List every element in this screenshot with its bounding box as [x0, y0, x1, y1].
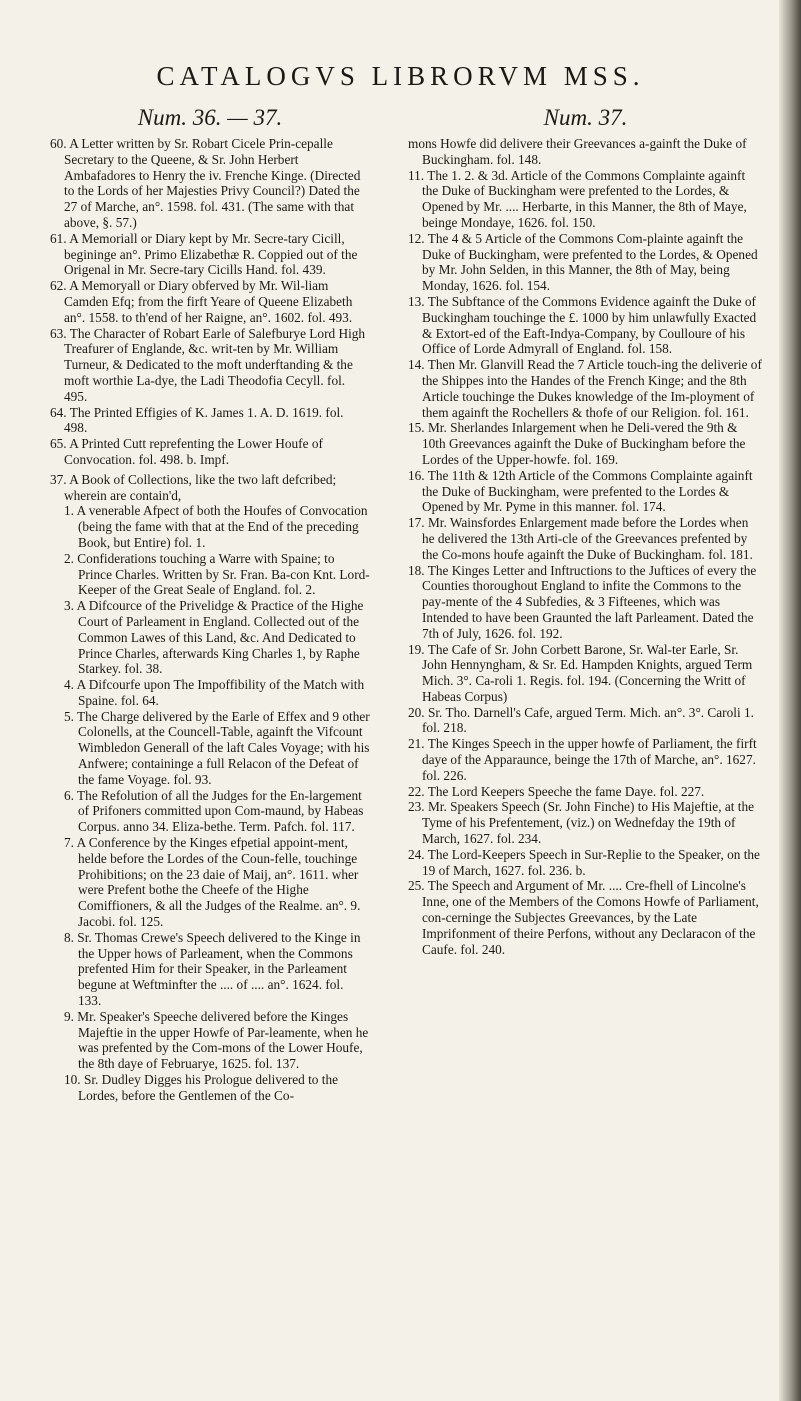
catalogue-entry: 61. A Memoriall or Diary kept by Mr. Secre-tary Cicill, begininge an°. Primo Elizabethæ R. Coppied out of the Origenal in Mr. Secre-tary Cicills Hand. fol. 439. [50, 230, 358, 278]
catalogue-entry: 8. Sr. Thomas Crewe's Speech delivered to the Kinge in the Upper hows of Parleament, when the Commons prefented Him for their Speaker, in the Parleament begune at Weftminfter the .... of .... an°. 1624. fol. 133. [64, 929, 361, 1009]
catalogue-entry: mons Howfe did delivere their Greevances a-gainft the Duke of Buckingham. fol. 148. [408, 136, 747, 167]
catalogue-entry: 3. A Difcource of the Privelidge & Practice of the Highe Court of Parleament in England. Collected out of the Common Lawes of this Land, &c. And Dedicated to Prince Charles, afterwards King Charles 1, by Raphe Starkey. fol. 38. [64, 598, 364, 677]
catalogue-entry: 13. The Subftance of the Commons Evidence againft the Duke of Buckingham touchinge the £. 1000 by him unlawfully Exacted & Extort-ed of the Eaft-Indya-Company, by Coulloure of his Office of Lorde Admyrall of England. fol. 158. [408, 293, 757, 357]
catalogue-entry: 7. A Conference by the Kinges efpetial appoint-ment, helde before the Lordes of the Coun-felle, touchinge Prohibitions; on the 23 daie of Maij, an°. 1611. wher were Prefent bothe the Cheefe of the Highe Comiffioners, & all the Judges of the Realme. an°. 9. Jacobi. fol. 125. [64, 835, 361, 930]
catalogue-entry: 16. The 11th & 12th Article of the Commons Complainte againft the Duke of Buckingham, were prefented to the Lordes & Opened by Mr. Pyme in this manner. fol. 174. [408, 467, 753, 515]
catalogue-entry: 17. Mr. Wainsfordes Enlargement made before the Lordes when he delivered the 13th Arti-cle of the Greevances prefented by the Co-mons houfe againft the Duke of Buckingham. fol. 181. [408, 515, 753, 562]
catalogue-entry: 6. The Refolution of all the Judges for the En-largement of Prifoners committed upon Com-maund, by Habeas Corpus. anno 34. Eliza-bethe. Term. Pafch. fol. 117. [64, 787, 364, 835]
catalogue-entry: 19. The Cafe of Sr. John Corbett Barone, Sr. Wal-ter Earle, Sr. John Hennyngham, & Sr. Ed. Hampden Knights, argued Term Mich. 3°. Ca-roli 1. Regis. fol. 194. (Concerning the Writt of Habeas Corpus) [408, 641, 753, 704]
catalogue-entry: 21. The Kinges Speech in the upper howfe of Parliament, the firft daye of the Apparaunce, beinge the 17th of Marche, an°. 1627. fol. 226. [408, 736, 757, 783]
catalogue-entry: 25. The Speech and Argument of Mr. .... Cre-fhell of Lincolne's Inne, one of the Members of the Comons Howfe of Parliament, con-cerninge the Subjectes Greevances, by the Late Imprifonment of theire Perfons, without any Declaracon of the Caufe. fol. 240. [408, 878, 759, 957]
catalogue-entry: 15. Mr. Sherlandes Inlargement when he Deli-vered the 9th & 10th Greevances againft the Duke of Buckingham before the Lordes of the Upper-howfe. fol. 169. [408, 420, 746, 467]
book-entry-37: 37. A Book of Collections, like the two laft defcribed; wherein are contain'd, [50, 471, 337, 503]
catalogue-entry: 62. A Memoryall or Diary obferved by Mr. Wil-liam Camden Efq; from the firft Yeare of Queene Elizabeth an°. 1558. to th'end of her Raigne, an°. 1602. fol. 493. [50, 278, 353, 325]
catalogue-entry: 11. The 1. 2. & 3d. Article of the Commons Complainte againft the Duke of Buckingham were prefented to the Lordes, & Opened by Mr. .... Herbarte, in this Manner, the 8th of Maye, beinge Mondaye, 1626. fol. 150. [408, 167, 747, 230]
catalogue-entry: 20. Sr. Tho. Darnell's Cafe, argued Term. Mich. an°. 3°. Caroli 1. fol. 218. [408, 704, 754, 736]
catalogue-entry: 2. Confiderations touching a Warre with Spaine; to Prince Charles. Written by Sr. Fran. Ba-con Knt. Lord-Keeper of the Great Seale of England. fol. 2. [64, 550, 370, 598]
catalogue-entry: 24. The Lord-Keepers Speech in Sur-Replie to the Speaker, on the 19 of March, 1627. fol. 236. b. [408, 846, 760, 878]
catalogue-entry: 4. A Difcourfe upon The Impoffibility of the Match with Spaine. fol. 64. [64, 677, 365, 708]
catalogue-entry: 64. The Printed Effigies of K. James 1. A. D. 1619. fol. 498. [50, 404, 344, 436]
catalogue-entry: 1. A venerable Afpect of both the Houfes of Convocation (being the fame with that at the End of the preceding Book, but Entire) fol. 1. [64, 503, 368, 550]
catalogue-entry: 23. Mr. Speakers Speech (Sr. John Finche) to His Majeftie, at the Tyme of his Prefentement, (viz.) on Wednefday the 19th of March, 1627. fol. 234. [408, 799, 755, 847]
left-column-heading: Num. 36. — 37. [137, 105, 283, 130]
catalogue-entry: 18. The Kinges Letter and Inftructions to the Juftices of every the Counties thoroughout England to infite the Commons to the pay-mente of the 4 Subfedies, & 3 Fifteenes, which was Intended to have been Graunted the laft Parleament. Dated the 7th of July, 1626. fol. 192. [408, 562, 757, 641]
catalogue-entry: 12. The 4 & 5 Article of the Commons Com-plainte againft the Duke of Buckingham, were prefented to the Lordes, & Opened by Mr. John Selden, in this Manner, the 8th of May, being Monday, 1626. fol. 154. [408, 230, 758, 294]
catalogue-entry: 22. The Lord Keepers Speeche the fame Daye. fol. 227. [408, 783, 705, 799]
right-column-heading: Num. 37. [543, 105, 628, 130]
catalogue-entry: 14. Then Mr. Glanvill Read the 7 Article touch-ing the deliverie of the Shippes into the Handes of the French Kinge; and the 8th Article touchinge the Dukes knowledge of the Im-ployment of them againft the Rochellers & thofe of our Religion. fol. 161. [408, 357, 762, 420]
right-column [408, 102, 763, 957]
catalogue-entry: 65. A Printed Cutt reprefenting the Lower Houfe of Convocation. fol. 498. b. Impf. [50, 436, 323, 467]
catalogue-entry: 5. The Charge delivered by the Earle of Effex and 9 other Colonells, at the Councell-Table, againft the Vifcount Wimbledon Generall of the laft Cales Voyage; with his Anfwere; containinge a full Relacon of the Defeat of the fame Voyage. fol. 93. [64, 708, 370, 787]
catalogue-entry: 9. Mr. Speaker's Speeche delivered before the Kinges Majeftie in the upper Howfe of Par-leamente, when he was prefented by the Com-mons of the Lower Houfe, the 8th daye of Februarye, 1625. fol. 137. [64, 1008, 369, 1072]
book-binding-edge [779, 0, 801, 1401]
left-column [50, 102, 370, 1104]
catalogue-entry: 63. The Character of Robart Earle of Salefburye Lord High Treafurer of Englande, &c. writ-ten by Mr. William Turneur, & Dedicated to the moft underftanding & the moft worthie La-dye, the Ladi Theodofia Cecyll. fol. 495. [50, 325, 366, 404]
page-header: CATALOGVS LIBRORVM MSS. [156, 61, 645, 91]
catalogue-entry: 10. Sr. Dudley Digges his Prologue delivered to the Lordes, before the Gentlemen of the Co- [64, 1072, 339, 1103]
catalogue-entry: 60. A Letter written by Sr. Robart Cicele Prin-cepalle Secretary to the Queene, & Sr. John Herbert Ambafadores to Henry the iv. Frenche Kinge. (Directed to the Lords of her Majesties Privy Council?) Dated the 27 of Marche, an°. 1598. fol. 431. (The same with that above, §. 57.) [50, 136, 361, 230]
